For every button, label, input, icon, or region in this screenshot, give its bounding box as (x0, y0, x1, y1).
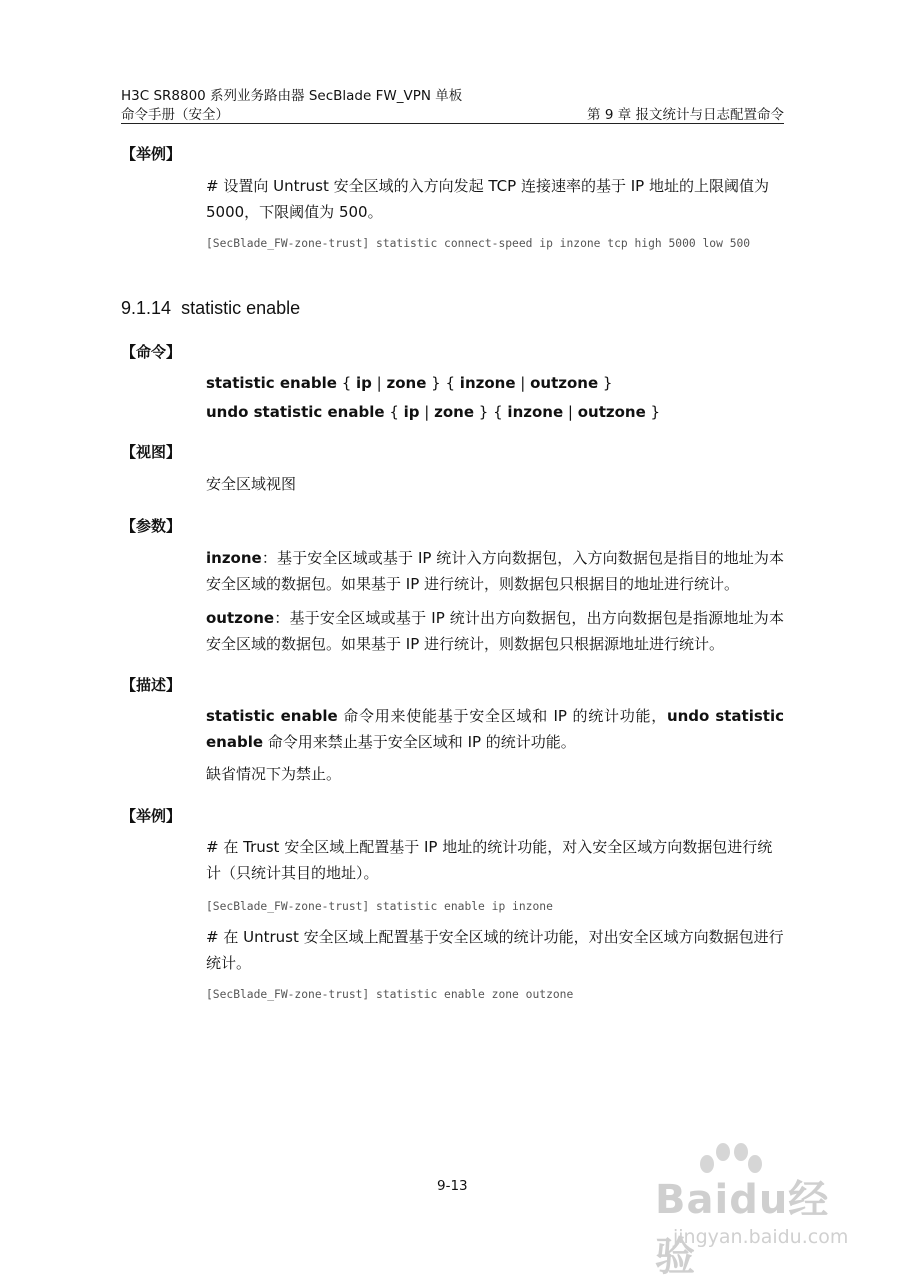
desc-cmd2: undo statistic enable (206, 707, 784, 751)
cmd-keyword: undo statistic enable (206, 403, 385, 421)
cmd-sep: { (384, 403, 404, 421)
example2-desc: # 在 Untrust 安全区域上配置基于安全区域的统计功能，对出安全区域方向数据包进行统计。 (206, 928, 784, 972)
watermark-url: jingyan.baidu.com (673, 1226, 849, 1248)
cmd-keyword: zone (386, 374, 427, 392)
param-name: outzone (206, 609, 275, 627)
prev-example-label: 【举例】 (121, 145, 182, 163)
cmd-sep: { (336, 374, 357, 392)
param-outzone (206, 605, 784, 657)
prev-example-desc: # 设置向 Untrust 安全区域的入方向发起 TCP 连接速率的基于 IP 地址的上限阈值为 5000，下限阈值为 500。 (206, 177, 769, 221)
cmd-sep: | (419, 403, 435, 421)
view-label: 【视图】 (121, 443, 182, 461)
section-heading (121, 298, 300, 319)
header-manual: 命令手册（安全） (121, 107, 229, 123)
desc-text1: 命令用来使能基于安全区域和 IP 的统计功能， (337, 707, 667, 725)
command-label: 【命令】 (121, 343, 182, 361)
cmd-sep: } { (474, 403, 508, 421)
section-title: statistic enable (181, 298, 301, 318)
header-product: H3C SR8800 系列业务路由器 SecBlade FW_VPN 单板 (121, 88, 463, 104)
param-desc: ：基于安全区域或基于 IP 统计入方向数据包，入方向数据包是指目的地址为本安全区域的数据包。如果基于 IP 进行统计，则数据包只根据目的地址进行统计。 (206, 549, 784, 593)
command-syntax-line2 (206, 398, 660, 427)
cmd-sep: } (645, 403, 661, 421)
cmd-keyword: outzone (577, 403, 646, 421)
cmd-keyword: ip (356, 374, 372, 392)
cmd-sep: } (598, 374, 613, 392)
command-syntax-line1 (206, 369, 612, 398)
prev-example-code: [SecBlade_FW-zone-trust] statistic connect-speed ip inzone tcp high 5000 low 500 (206, 237, 751, 250)
param-name: inzone (206, 549, 262, 567)
cmd-keyword: zone (434, 403, 475, 421)
cmd-sep: | (515, 374, 531, 392)
cmd-keyword: statistic enable (206, 374, 337, 392)
cmd-sep: } { (426, 374, 460, 392)
page-number: 9-13 (437, 1178, 468, 1194)
desc-cmd1: statistic enable (206, 707, 338, 725)
view-text: 安全区域视图 (206, 475, 297, 493)
description-default: 缺省情况下为禁止。 (206, 765, 342, 783)
example1-desc: # 在 Trust 安全区域上配置基于 IP 地址的统计功能，对入安全区域方向数据包进行统计（只统计其目的地址）。 (206, 838, 773, 882)
cmd-keyword: ip (403, 403, 420, 421)
example1-code: [SecBlade_FW-zone-trust] statistic enable ip inzone (206, 900, 553, 913)
baidu-watermark (635, 1150, 865, 1280)
description-text (206, 703, 784, 755)
cmd-keyword: inzone (459, 374, 516, 392)
examples-label: 【举例】 (121, 807, 182, 825)
header-chapter: 第 9 章 报文统计与日志配置命令 (587, 107, 784, 123)
description-label: 【描述】 (121, 676, 182, 694)
desc-text2: 命令用来禁止基于安全区域和 IP 的统计功能。 (263, 733, 576, 751)
cmd-sep: | (371, 374, 387, 392)
cmd-keyword: inzone (507, 403, 564, 421)
param-inzone (206, 545, 784, 597)
section-number: 9.1.14 (121, 298, 172, 318)
example2-code: [SecBlade_FW-zone-trust] statistic enable zone outzone (206, 988, 574, 1001)
header-rule (121, 123, 784, 124)
param-desc: ：基于安全区域或基于 IP 统计出方向数据包，出方向数据包是指源地址为本安全区域的数据包。如果基于 IP 进行统计，则数据包只根据源地址进行统计。 (206, 609, 784, 653)
cmd-keyword: outzone (530, 374, 599, 392)
params-label: 【参数】 (121, 517, 182, 535)
cmd-sep: | (563, 403, 578, 421)
watermark-brand: Baidu经验 (655, 1177, 830, 1280)
